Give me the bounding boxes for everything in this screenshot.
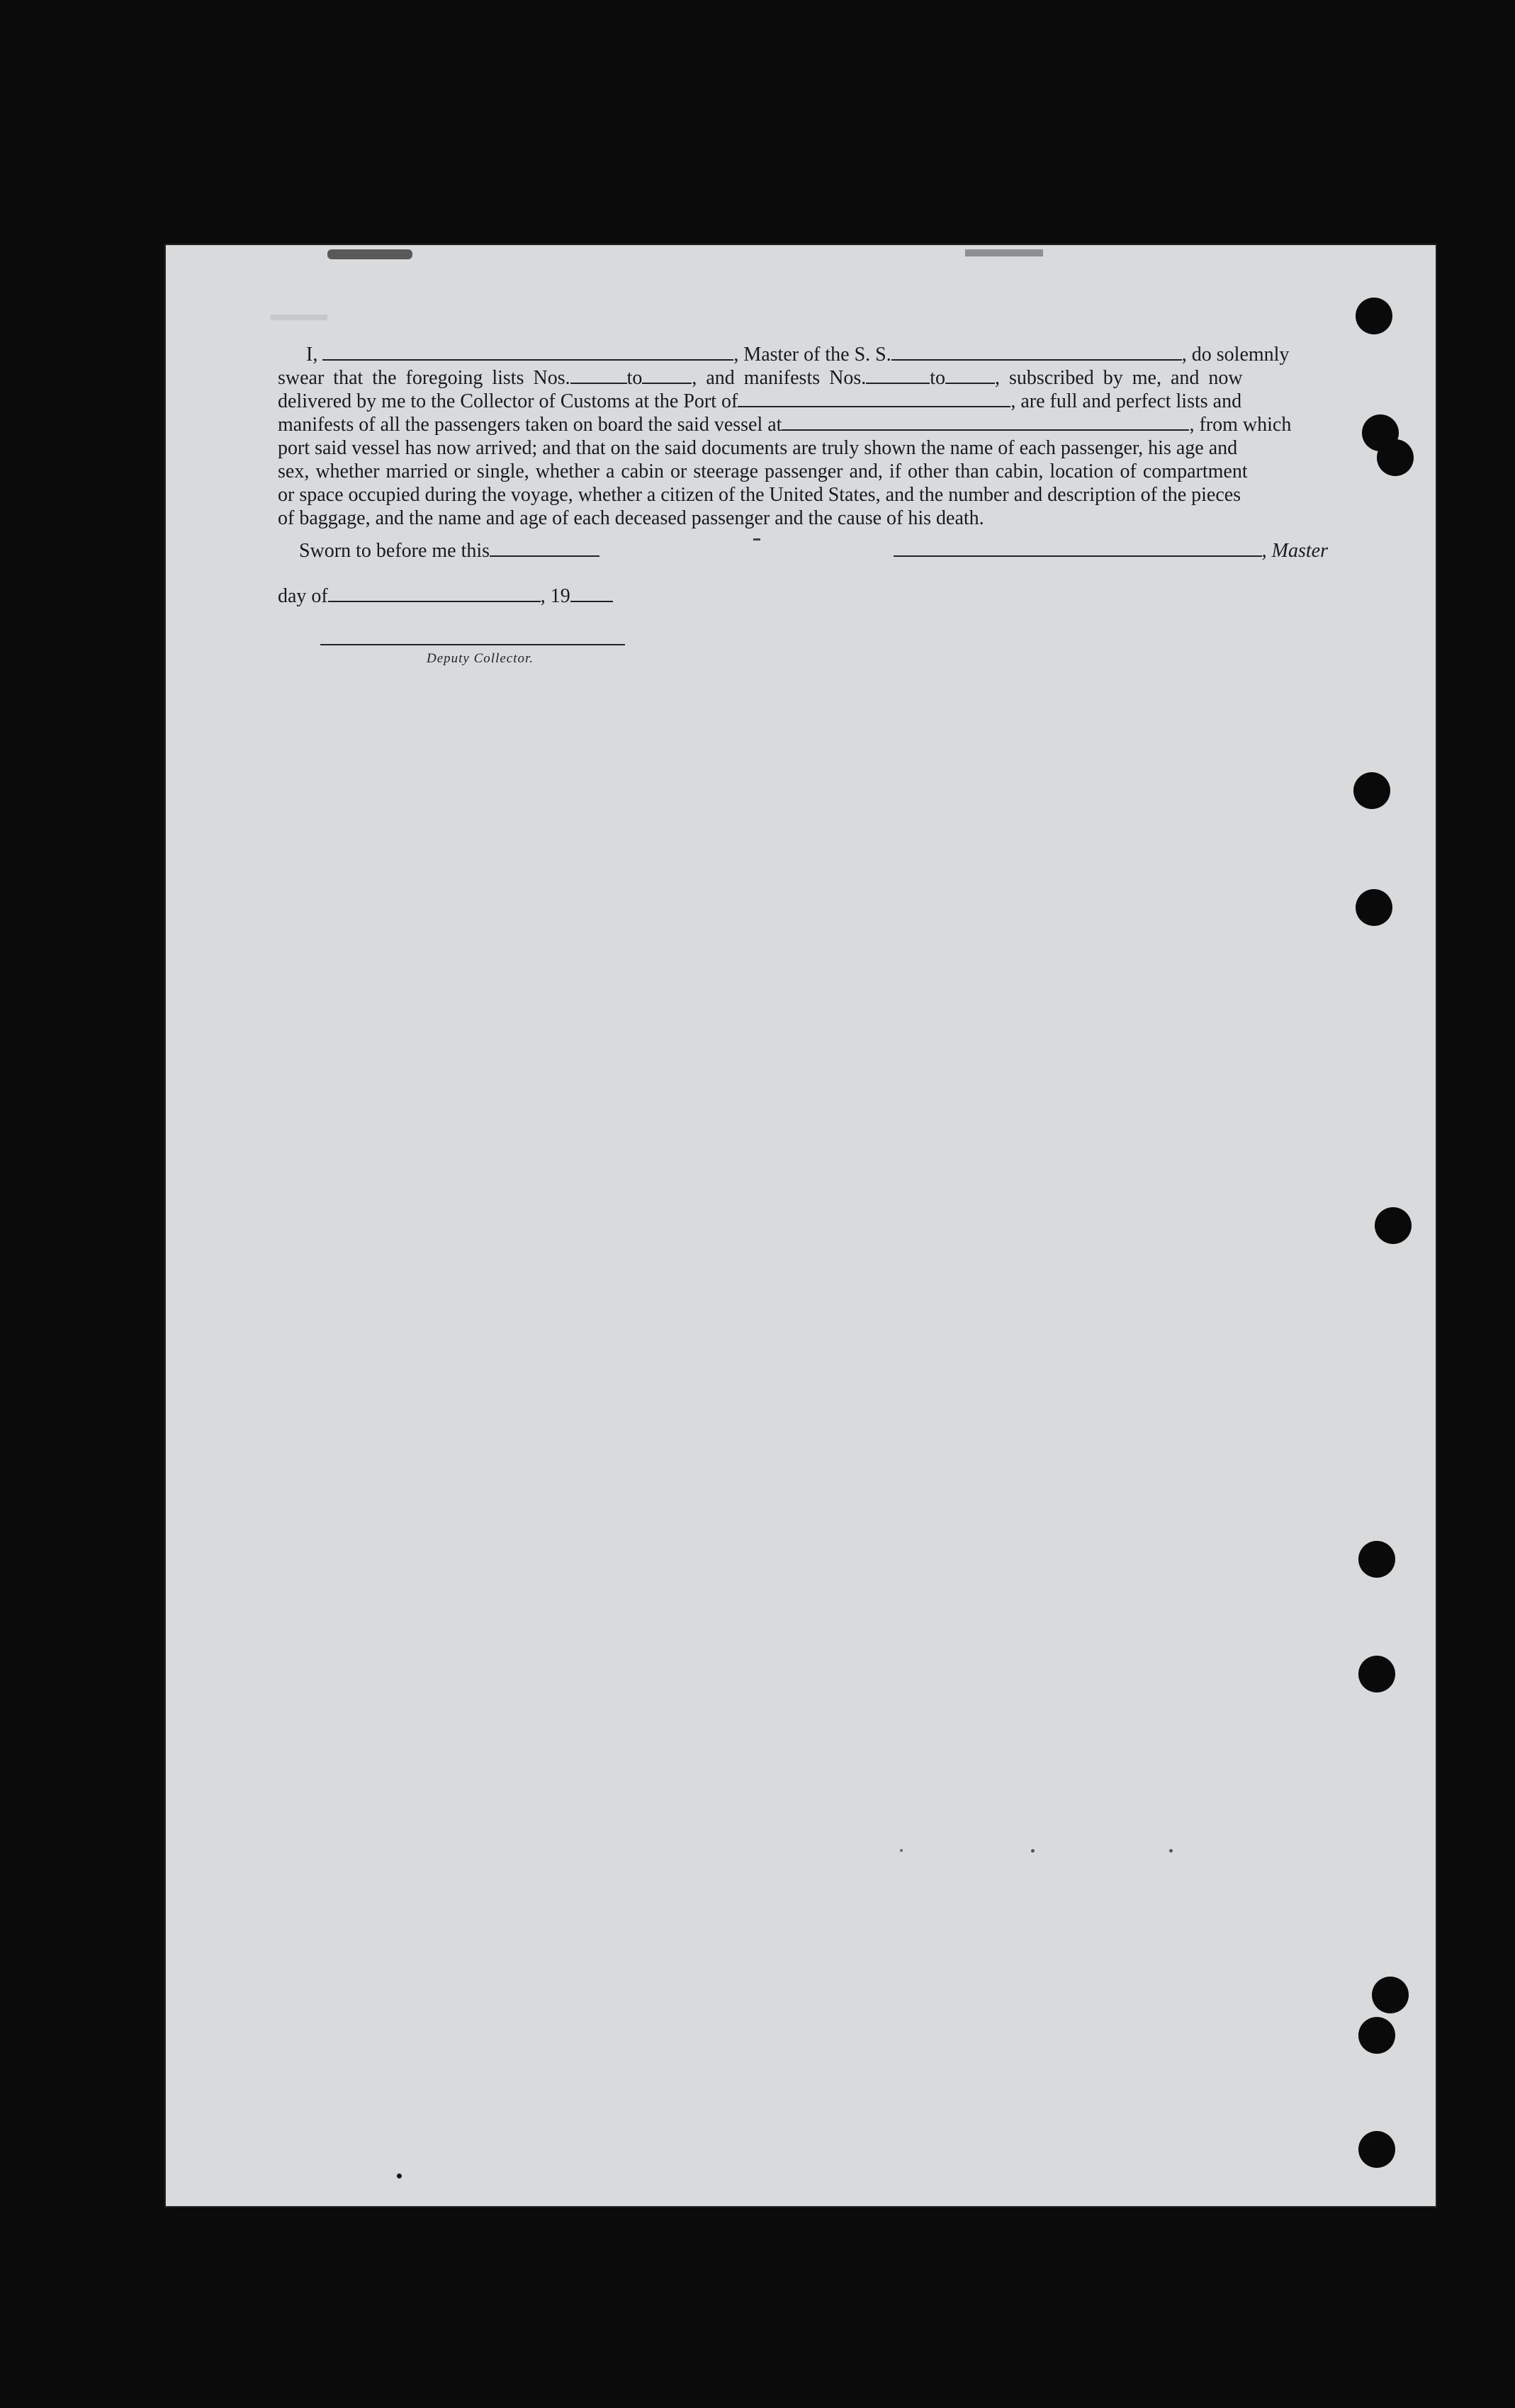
lists-from-blank[interactable] [570, 367, 627, 384]
year-blank[interactable] [570, 585, 613, 602]
master-signature-blank[interactable] [894, 540, 1262, 557]
punch-hole [1377, 439, 1414, 476]
punch-hole [1358, 2017, 1395, 2054]
master-name-blank[interactable] [322, 344, 733, 361]
oath-line-8: of baggage, and the name and age of each deceased passenger and the cause of his death. [278, 507, 984, 529]
lists-to-blank[interactable] [642, 367, 692, 384]
scan-mark [965, 249, 1043, 256]
punch-hole [1372, 1977, 1409, 2013]
document-page [164, 244, 1437, 2208]
punch-hole [1358, 1541, 1395, 1578]
oath-paragraph [278, 343, 1328, 530]
scan-speck [1169, 1849, 1173, 1853]
punch-hole [1356, 889, 1392, 926]
oath-line-3: delivered by me to the Collector of Customs at the Port of , are full and perfect lists and [278, 390, 1242, 412]
port-blank[interactable] [738, 390, 1010, 407]
oath-line-5: port said vessel has now arrived; and that on the said documents are truly shown the name of each passenger, his age and [278, 437, 1238, 459]
punch-hole [1358, 2131, 1395, 2168]
departure-port-blank[interactable] [782, 414, 1189, 431]
oath-line-1: I, , Master of the S. S. , do solemnly [306, 344, 1290, 366]
scan-speck [397, 2174, 402, 2178]
ship-name-blank[interactable] [891, 344, 1182, 361]
scan-mark [271, 315, 327, 320]
oath-line-6: sex, whether married or single, whether a cabin or steerage passenger and, if other than cabin, location of compartment [278, 460, 1248, 482]
deputy-collector-signature-line[interactable] [320, 644, 625, 645]
sworn-line: Sworn to before me this [299, 540, 599, 563]
oath-line-4: manifests of all the passengers taken on board the said vessel at , from which [278, 414, 1292, 436]
month-blank[interactable] [328, 585, 541, 602]
deputy-collector-label: Deputy Collector. [427, 651, 534, 666]
punch-hole [1353, 772, 1390, 809]
oath-line-2: swear that the foregoing lists Nos. to , and manifests Nos. to , subscribed by me, and now [278, 367, 1243, 389]
punch-hole [1358, 1656, 1395, 1692]
punch-hole [1356, 298, 1392, 334]
master-signature-line: , Master [887, 540, 1328, 563]
scan-speck [753, 538, 760, 541]
manifests-from-blank[interactable] [866, 367, 930, 384]
manifests-to-blank[interactable] [945, 367, 995, 384]
day-of-line: day of , 19 [278, 585, 613, 608]
scan-mark [327, 249, 412, 259]
scan-speck [1031, 1849, 1035, 1853]
sworn-day-blank[interactable] [490, 540, 599, 557]
scan-speck [900, 1849, 903, 1852]
punch-hole [1375, 1207, 1412, 1244]
oath-line-7: or space occupied during the voyage, whether a citizen of the United States, and the number and description of the pieces [278, 484, 1241, 506]
